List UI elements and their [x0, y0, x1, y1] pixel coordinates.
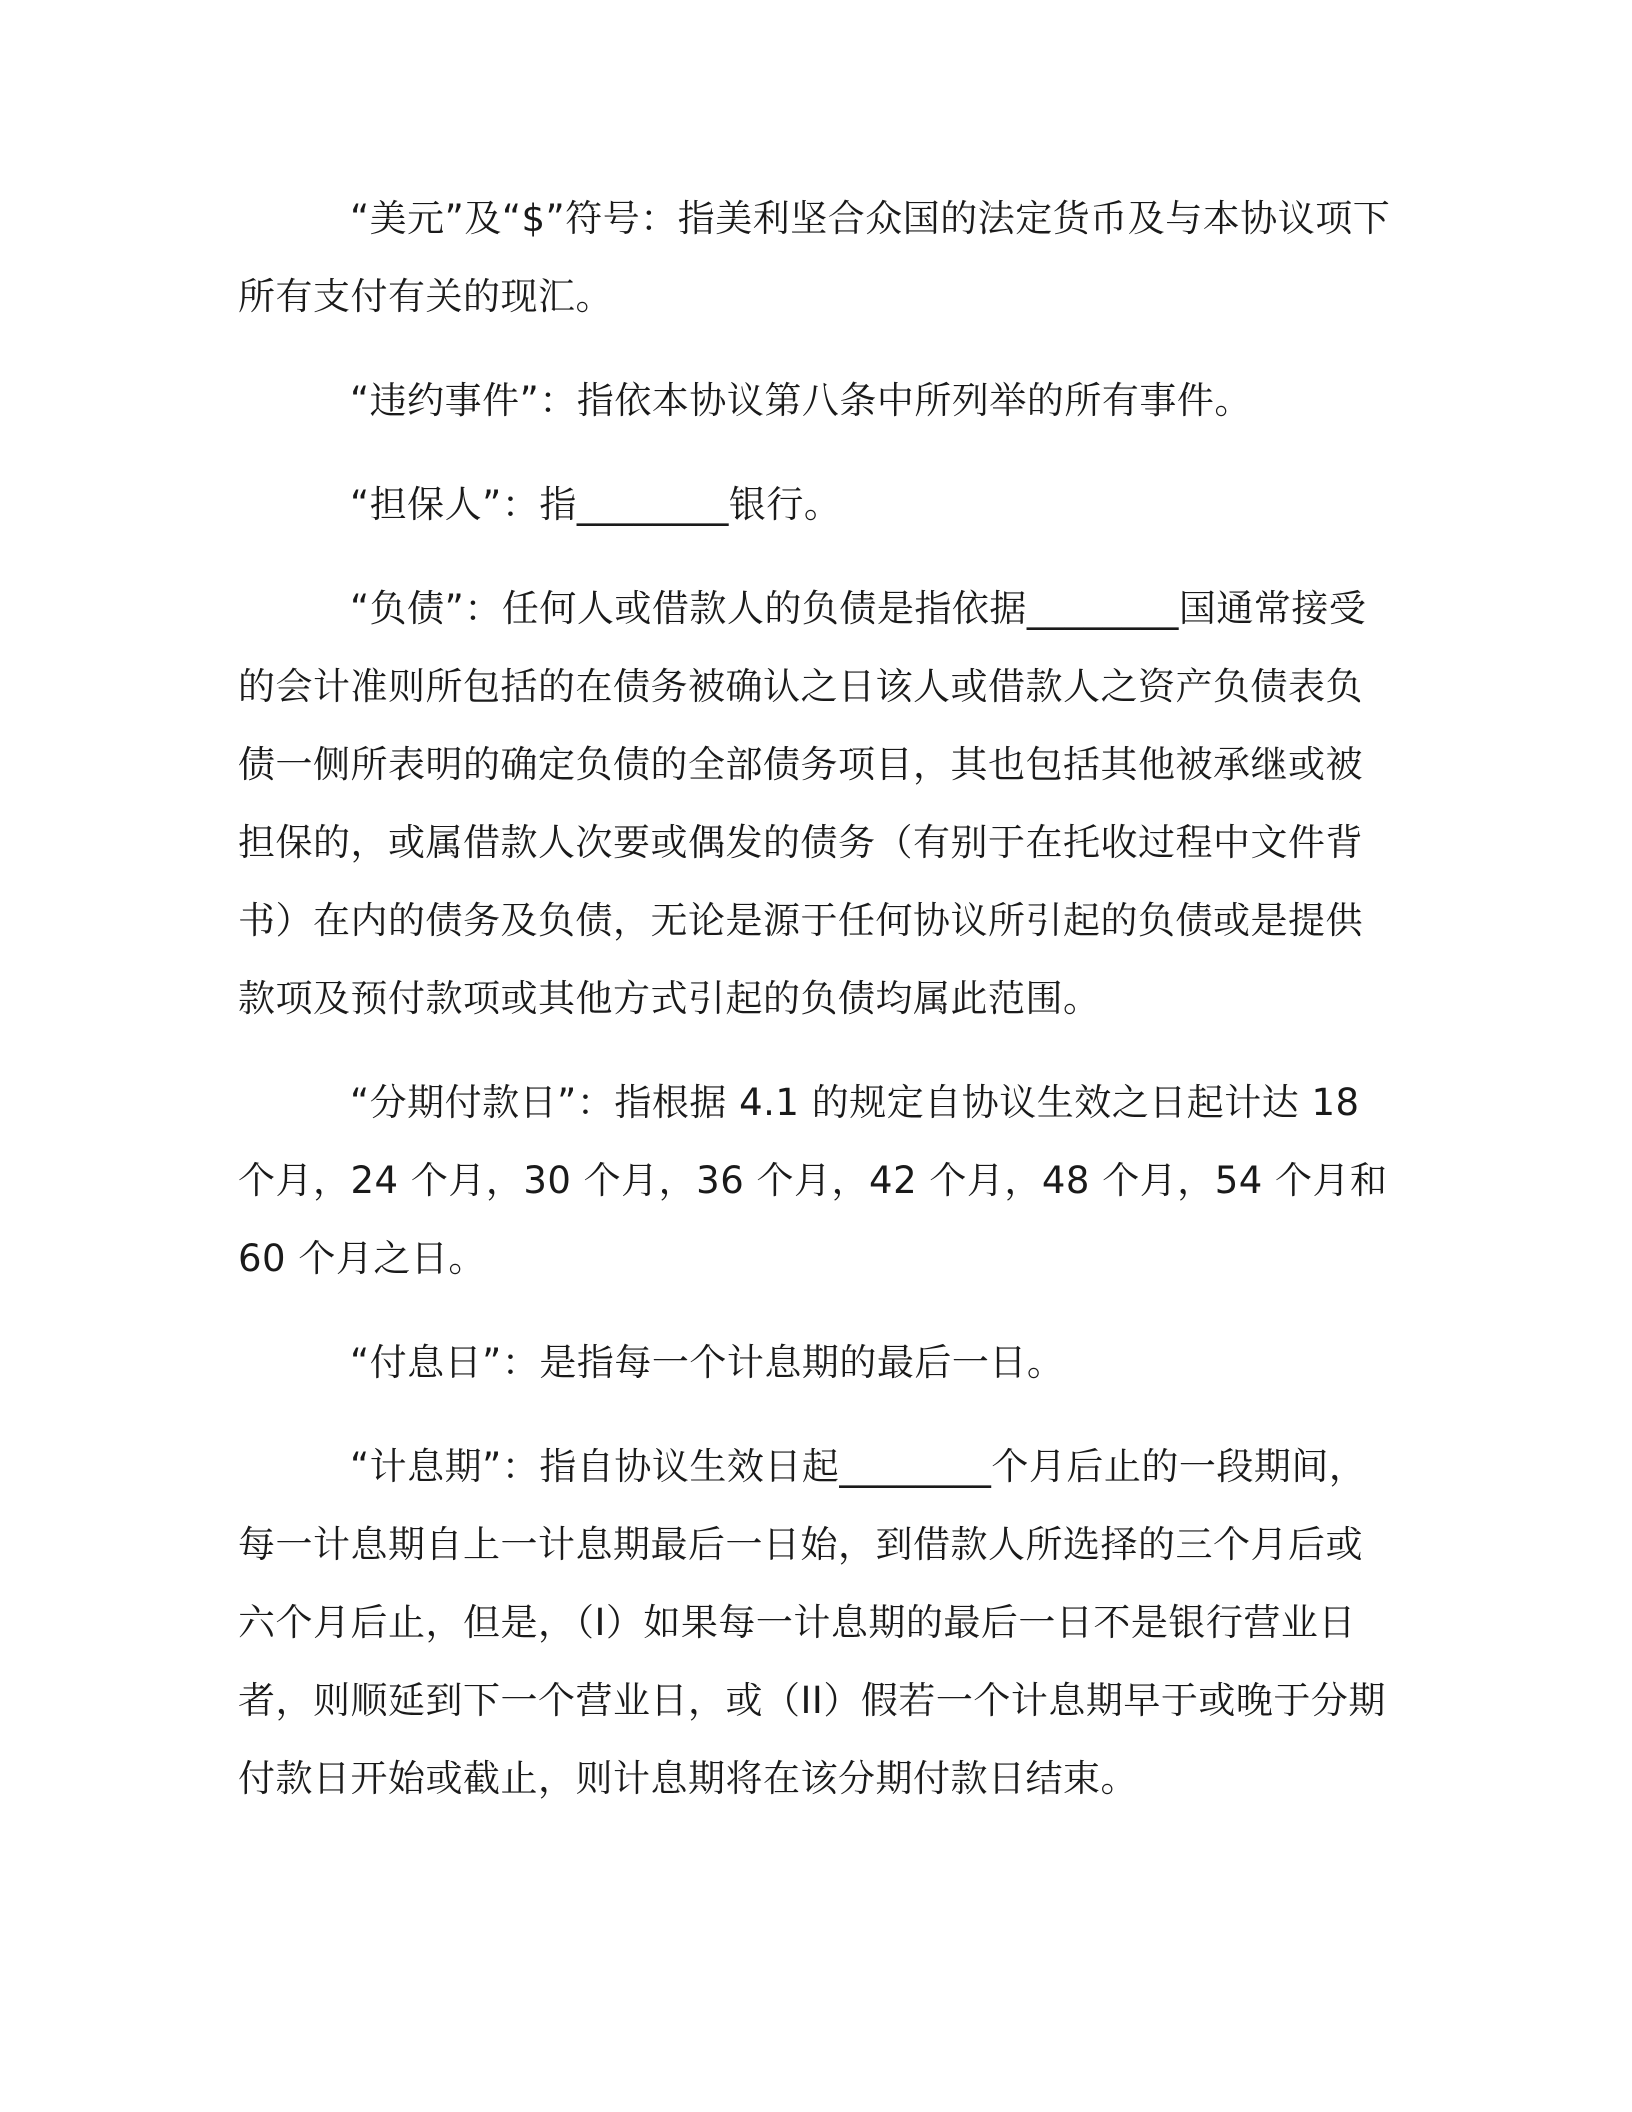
- document-body: [238, 180, 1396, 1844]
- definition-liabilities: “负债”：任何人或借款人的负债是指依据________国通常接受的会计准则所包括的在债务被确认之日该人或借款人之资产负债表负债一侧所表明的确定负债的全部债务项目，其也包括其他被承继或被担保的，或属借款人次要或偶发的债务（有别于在托收过程中文件背书）在内的债务及负债，无论是源于任何协议所引起的负债或是提供款项及预付款项或其他方式引起的负债均属此范围。: [238, 587, 1367, 1020]
- definition-guarantor: “担保人”：指________银行。: [350, 483, 842, 526]
- definition-event-of-default: “违约事件”：指依本协议第八条中所列举的所有事件。: [350, 379, 1252, 422]
- definition-installment-date: “分期付款日”：指根据 4.1 的规定自协议生效之日起计达 18 个月，24 个月，30 个月，36 个月，42 个月，48 个月，54 个月和 60 个月之日。: [238, 1081, 1388, 1280]
- definition-usd: “美元”及“$”符号：指美利坚合众国的法定货币及与本协议项下所有支付有关的现汇。: [238, 197, 1391, 318]
- definition-interest-payment-date: “付息日”：是指每一个计息期的最后一日。: [350, 1341, 1065, 1384]
- definition-interest-period: “计息期”：指自协议生效日起________个月后止的一段期间，每一计息期自上一计息期最后一日始，到借款人所选择的三个月后或六个月后止，但是，（I）如果每一计息期的最后一日不是银行营业日者，则顺延到下一个营业日，或（II）假若一个计息期早于或晚于分期付款日开始或截止，则计息期将在该分期付款日结束。: [238, 1445, 1386, 1800]
